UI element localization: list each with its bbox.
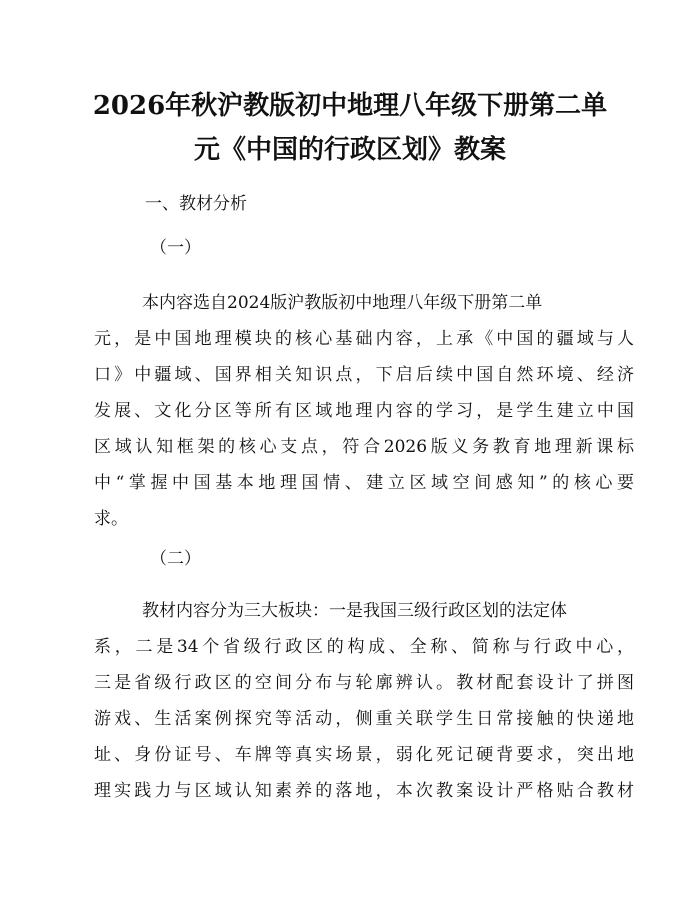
paragraph-2 xyxy=(94,593,634,809)
paragraph-1-line: 区域认知框架的核心支点，符合2026版义务教育地理新课标 xyxy=(94,437,634,457)
paragraph-2-line: 三是省级行政区的空间分布与轮廓辨认。教材配套设计了拼图 xyxy=(94,673,634,693)
subsection-label-1: （一） xyxy=(150,238,201,258)
paragraph-2-line: 游戏、生活案例探究等活动，侧重关联学生日常接触的快递地 xyxy=(94,709,634,729)
paragraph-2-line: 教材内容分为三大板块：一是我国三级行政区划的法定体 xyxy=(142,601,567,621)
paragraph-1-line: 求。 xyxy=(94,509,128,529)
document-title-line-1: 2026年秋沪教版初中地理八年级下册第二单 xyxy=(92,91,608,121)
paragraph-2-line: 理实践力与区域认知素养的落地，本次教案设计严格贴合教材 xyxy=(94,781,634,801)
paragraph-1-line: 口》中疆域、国界相关知识点，下启后续中国自然环境、经济 xyxy=(94,365,634,385)
section-heading-textbook-analysis: 一、教材分析 xyxy=(145,194,247,214)
paragraph-1-line: 中“掌握中国基本地理国情、建立区域空间感知”的核心要 xyxy=(94,473,634,493)
paragraph-1-line: 本内容选自2024版沪教版初中地理八年级下册第二单 xyxy=(142,293,543,313)
paragraph-1-line: 元，是中国地理模块的核心基础内容，上承《中国的疆域与人 xyxy=(94,329,634,349)
paragraph-2-line: 系，二是34个省级行政区的构成、全称、简称与行政中心， xyxy=(94,637,634,657)
paragraph-1-line: 发展、文化分区等所有区域地理内容的学习，是学生建立中国 xyxy=(94,401,634,421)
paragraph-2-line: 址、身份证号、车牌等真实场景，弱化死记硬背要求，突出地 xyxy=(94,745,634,765)
document-title-line-2: 元《中国的行政区划》教案 xyxy=(193,135,506,165)
paragraph-1 xyxy=(94,285,634,537)
subsection-label-2: （二） xyxy=(150,549,201,569)
